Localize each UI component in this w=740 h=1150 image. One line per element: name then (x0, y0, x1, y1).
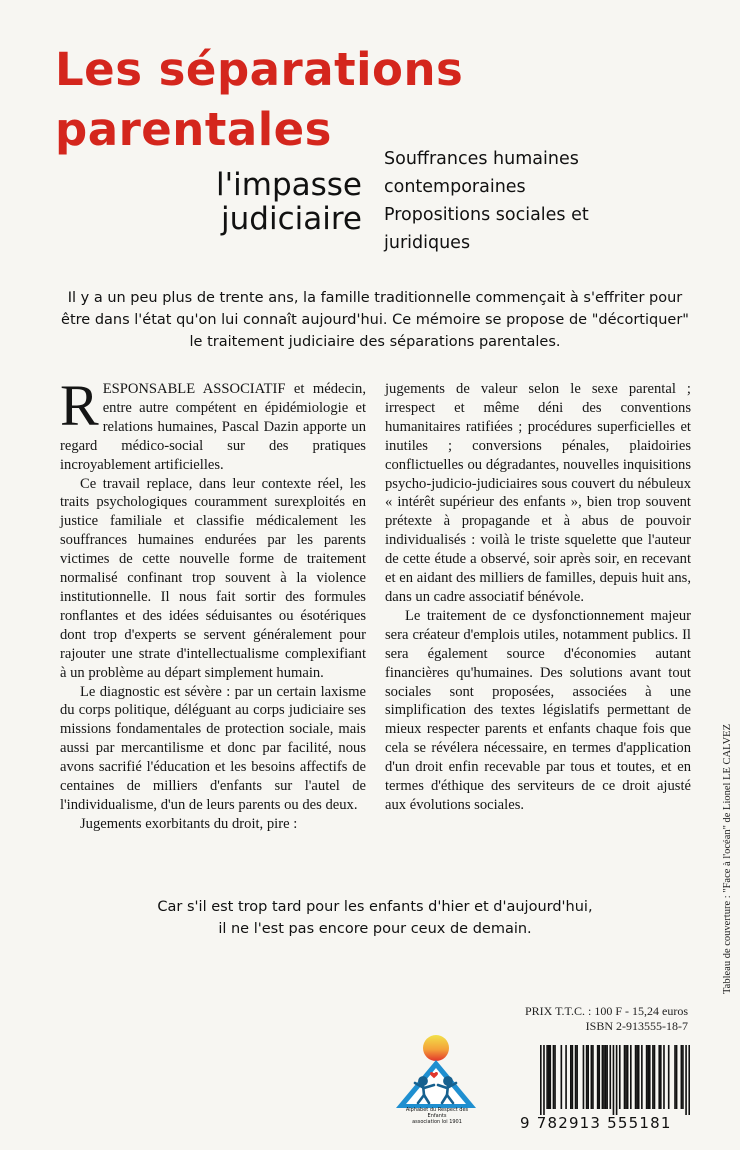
book-tagline (384, 145, 589, 257)
barcode-bar (681, 1045, 683, 1109)
barcode-bar (592, 1045, 594, 1109)
barcode-bar (583, 1045, 585, 1109)
book-subtitle (216, 168, 362, 236)
barcode-bar (619, 1045, 621, 1109)
barcode-bar (591, 1045, 593, 1109)
barcode-bar (587, 1045, 589, 1109)
barcode-bar (609, 1045, 611, 1109)
barcode-bar (603, 1045, 605, 1109)
barcode-bar (576, 1045, 578, 1109)
barcode-bar (606, 1045, 608, 1109)
barcode-bar (624, 1045, 626, 1109)
barcode-bar (660, 1045, 662, 1109)
barcode-bar (575, 1045, 577, 1109)
barcode-bar (641, 1045, 643, 1109)
barcode-bar (598, 1045, 600, 1109)
barcode-bar (646, 1045, 648, 1109)
barcode-bar (682, 1045, 684, 1109)
barcode-bar (688, 1045, 690, 1115)
title-line-1: Les séparations (55, 43, 464, 96)
barcode-bar (548, 1045, 550, 1109)
barcode-bar (652, 1045, 654, 1109)
book-title (55, 40, 463, 160)
barcode-bar (597, 1045, 599, 1109)
body-column-right (385, 380, 691, 815)
closing-statement (60, 896, 690, 940)
barcode-bar (561, 1045, 563, 1109)
barcode-bar (627, 1045, 629, 1109)
barcode-bar (605, 1045, 607, 1109)
subtitle-line-1: l'impasse (216, 167, 362, 203)
barcode-bar (647, 1045, 649, 1109)
closing-line-2: il ne l'est pas encore pour ceux de demain. (218, 921, 532, 937)
publisher-name-line-1: Alphabet du Respect des Enfants (405, 1107, 469, 1119)
barcode-bar (554, 1045, 556, 1109)
barcode-bar (549, 1045, 551, 1109)
price-text: PRIX T.T.C. : 100 F - 15,24 euros (524, 1004, 688, 1018)
isbn-barcode (540, 1045, 690, 1115)
col1-p1-text: et médecin, entre autre compétent en épidémiologie et relations humaines, Pascal Dazin apporte un regard médico-social sur des pratiques incroyablement artificielles. (60, 381, 366, 473)
col1-paragraph-1 (60, 373, 366, 475)
barcode-bar (676, 1045, 678, 1109)
barcode-bar (636, 1045, 638, 1109)
closing-line-1: Car s'il est trop tard pour les enfants d'hier et d'aujourd'hui, (157, 899, 593, 915)
tagline-line-1: Souffrances humaines (384, 149, 579, 169)
barcode-bar (570, 1045, 572, 1109)
barcode-bar (602, 1045, 604, 1109)
cover-art-credit: Tableau de couverture : "Face à l'océan" de Lionel LE CALVEZ (722, 724, 733, 994)
barcode-bar (658, 1045, 660, 1109)
barcode-bar (543, 1045, 545, 1115)
barcode-digits: 9 782913 555181 (520, 1114, 672, 1132)
barcode-bar (668, 1045, 670, 1109)
col2-paragraph-1: jugements de valeur selon le sexe parental ; irrespect et même déni des conventions humanitaires ratifiées ; procédures superficielles et inutiles ; conversions pénales, plaidoiries conflictuelles ou dégradantes, nouvelles inquisitions psycho-judicio-judiciaires sous couvert du nébuleux « intérêt supérieur des enfants », bien trop souvent prétexte à propagande et à abus de pouvoir individualisés : voilà le triste squelette que l'auteur de cette étude a observé, soir après soir, en recevant et en aidant des milliers de familles, depuis huit ans, dans un cadre associatif bénévole. (385, 381, 691, 605)
tagline-line-2: contemporaines (384, 177, 526, 197)
barcode-bar (638, 1045, 640, 1109)
publisher-name (396, 1107, 478, 1125)
barcode-bar (546, 1045, 548, 1109)
barcode-bar (630, 1045, 632, 1109)
barcode-bar (553, 1045, 555, 1109)
body-column-left (60, 373, 366, 834)
barcode-bar (586, 1045, 588, 1109)
barcode-bar (654, 1045, 656, 1109)
subtitle-line-2: judiciaire (221, 201, 362, 237)
barcode-bar (649, 1045, 651, 1109)
col2-paragraph-2: Le traitement de ce dysfonctionnement majeur sera créateur d'emplois utiles, notamment publics. Il sera également source d'économies autant financières qu'humaines. Des solutions avant tout sociales sont proposées, associées à une simplification des textes législatifs permettant de mieux respecter parents et enfants chaque fois que cela se révélera nécessaire, en termes d'application d'un droit enfin recevable par tous et toutes, et en termes d'éthique des serviteurs de ce droit ajusté aux évolutions sociales. (385, 607, 691, 813)
barcode-bar (625, 1045, 627, 1109)
barcode-bar (613, 1045, 615, 1115)
tagline-line-3: Propositions sociales et (384, 205, 589, 225)
publisher-name-line-2: association loi 1901 (412, 1119, 462, 1125)
tagline-line-4: juridiques (384, 233, 471, 253)
barcode-bar (674, 1045, 676, 1109)
col1-paragraph-3: Le diagnostic est sévère : par un certain laxisme du corps politique, déléguant au corps judiciaire ses missions fondamentales de protection sociale, mais aussi par mercantilisme et donc par facilité, nous avons sacrifié l'éducation et les besoins affectifs de centaines de milliers d'enfants sur l'autel de l'individualisme, d'un de leurs parents ou des deux. (60, 683, 366, 813)
col1-paragraph-2: Ce travail replace, dans leur contexte réel, les traits psychologiques couramment surexploités en justice familiale et classifie médicalement les souffrances humaines endurées par les parents victimes de cette nouvelle forme de traitement normalisé confinant trop souvent à la violence institutionnelle. Il nous fait sortir des formules ronflantes et des idées séduisantes ou ésotériques dont trop d'experts se servent généralement pour rajouter une strate d'intellectualisme complexifiant à un problème au départ simplement humain. (60, 475, 366, 681)
barcode-bar (635, 1045, 637, 1109)
barcode-bar (565, 1045, 567, 1109)
isbn-text: ISBN 2-913555-18-7 (585, 1019, 688, 1033)
barcode-bar (685, 1045, 687, 1115)
col1-paragraph-4: Jugements exorbitants du droit, pire : (80, 815, 298, 832)
drop-cap: R (60, 373, 99, 438)
price-block (525, 1004, 688, 1034)
title-line-2: parentales (55, 103, 332, 156)
barcode-bar (540, 1045, 542, 1115)
lead-smallcaps: ESPONSABLE ASSOCIATIF (102, 381, 286, 397)
barcode-bar (663, 1045, 665, 1109)
barcode-bar (572, 1045, 574, 1109)
barcode-bar (616, 1045, 618, 1115)
barcode-icon (540, 1045, 690, 1115)
intro-paragraph: Il y a un peu plus de trente ans, la famille traditionnelle commençait à s'effriter pour être dans l'état qu'on lui connaît aujourd'hui. Ce mémoire se propose de "décortiquer" le traitement judiciaire des séparations parentales. (61, 290, 689, 350)
